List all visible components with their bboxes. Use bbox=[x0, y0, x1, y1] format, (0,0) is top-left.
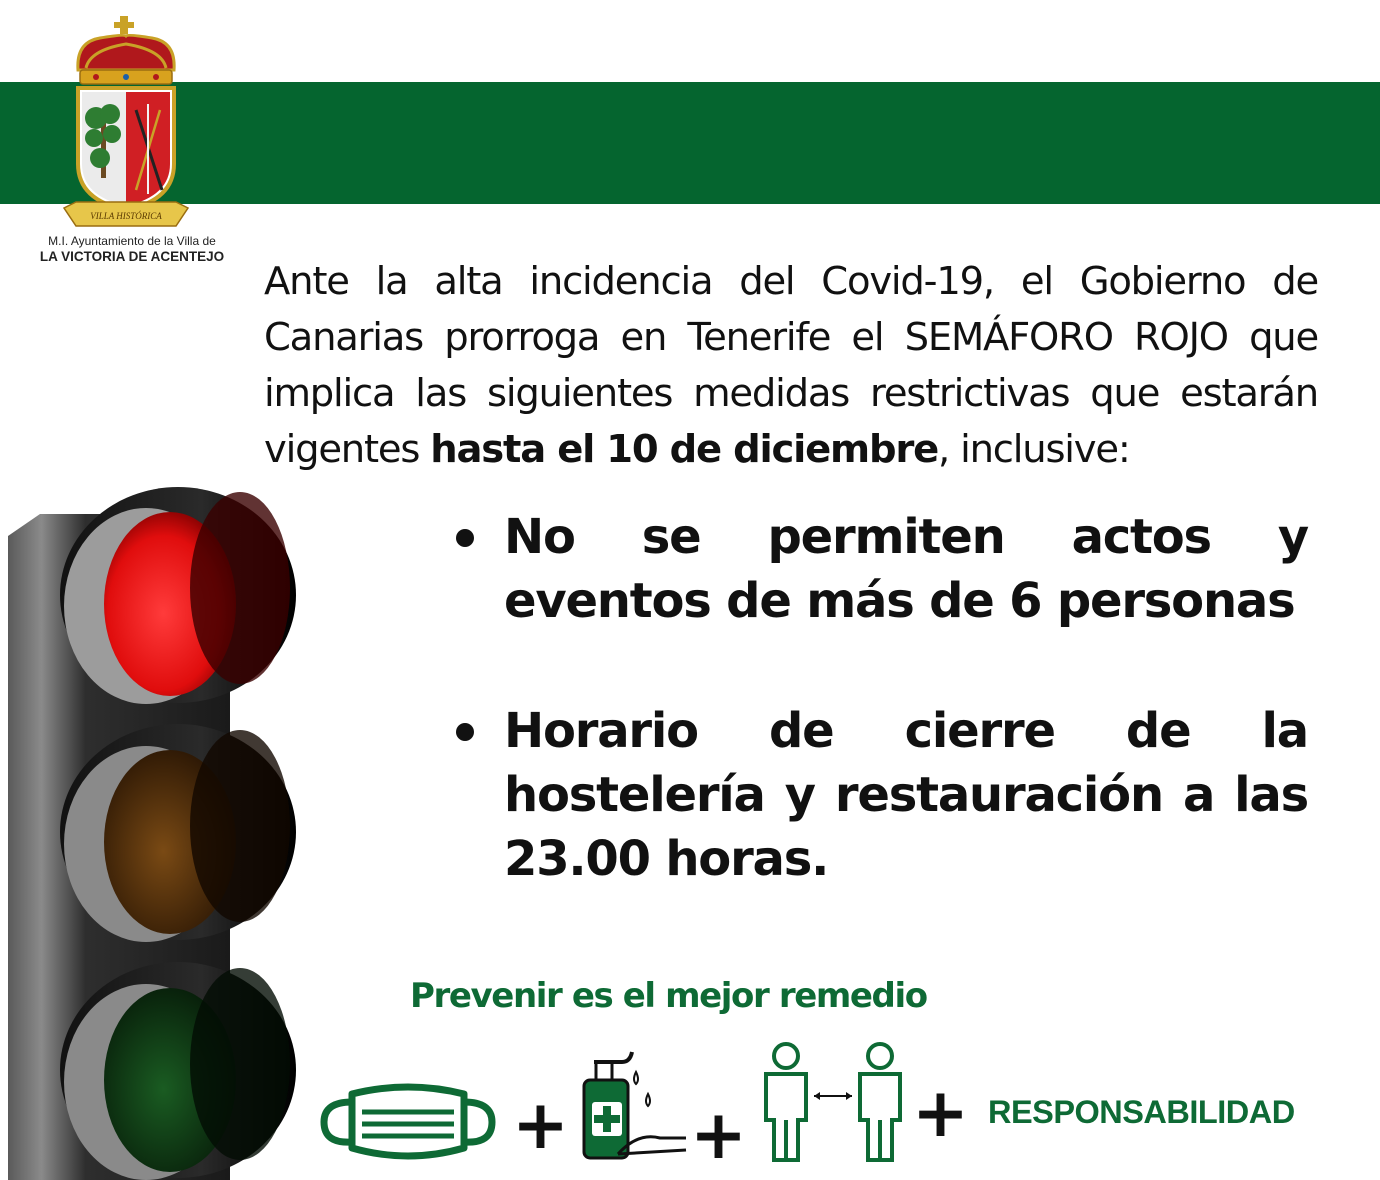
green-light-icon bbox=[60, 962, 296, 1180]
social-distance-icon bbox=[758, 1040, 910, 1164]
red-light-icon bbox=[60, 487, 296, 704]
crest-banner-text: VILLA HISTÓRICA bbox=[90, 211, 162, 221]
plus-sign: + bbox=[512, 1086, 569, 1165]
intro-text: Ante la alta incidencia del Covid-19, el Gobierno de Canarias prorroga en Tenerife el SEMÁFORO ROJO que implica las siguientes medidas restrictivas que estarán vigentes bbox=[264, 259, 1318, 472]
responsibility-label: RESPONSABILIDAD bbox=[988, 1094, 1295, 1130]
measure-item bbox=[452, 505, 1308, 633]
measures-list bbox=[452, 505, 1308, 891]
org-caption-line2: LA VICTORIA DE ACENTEJO bbox=[39, 249, 225, 264]
intro-paragraph bbox=[264, 254, 1318, 478]
measure-text: No se permiten actos y eventos de más de 6 personas bbox=[504, 509, 1308, 629]
intro-deadline: hasta el 10 de diciembre bbox=[430, 427, 939, 472]
measure-item bbox=[452, 699, 1308, 891]
amber-light-icon bbox=[60, 724, 296, 942]
coat-of-arms-logo bbox=[56, 14, 196, 228]
face-mask-icon bbox=[318, 1080, 498, 1166]
crown-icon bbox=[78, 16, 174, 84]
hand-sanitizer-icon bbox=[578, 1046, 690, 1162]
bullet-dot-icon bbox=[456, 723, 474, 741]
intro-tail: , inclusive: bbox=[938, 427, 1130, 472]
plus-sign: + bbox=[912, 1074, 969, 1153]
slogan: Prevenir es el mejor remedio bbox=[410, 976, 927, 1016]
measure-text: Horario de cierre de la hostelería y restauración a las 23.00 horas. bbox=[504, 703, 1308, 887]
traffic-light-illustration bbox=[0, 480, 310, 1180]
plus-sign: + bbox=[690, 1096, 747, 1175]
header-green-band bbox=[0, 82, 1380, 204]
bullet-dot-icon bbox=[456, 529, 474, 547]
org-caption-line1: M.I. Ayuntamiento de la Villa de bbox=[48, 234, 216, 248]
organization-caption bbox=[32, 234, 232, 264]
